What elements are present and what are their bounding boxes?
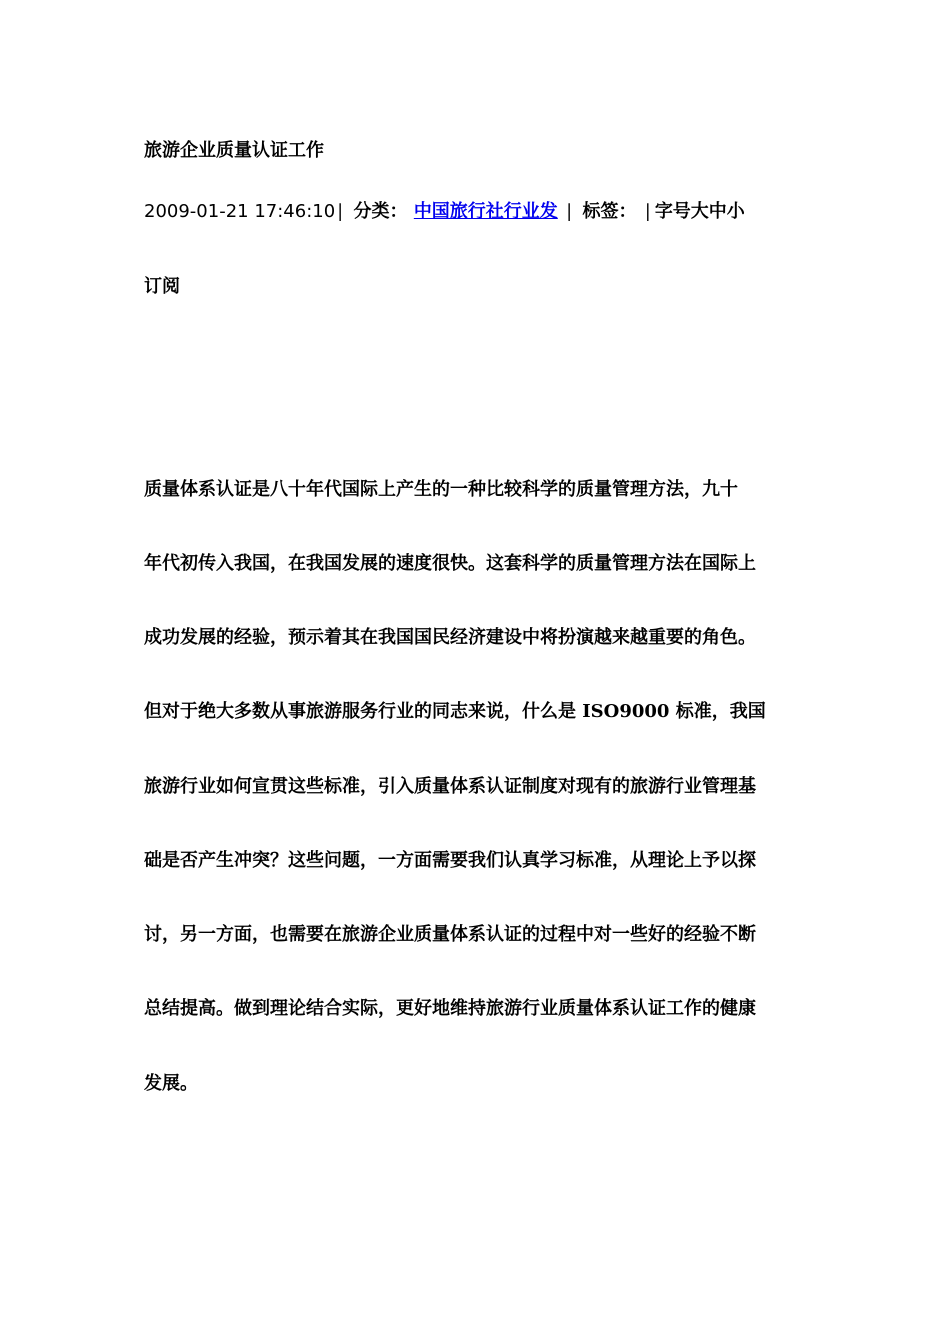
- body-line: 讨，另一方面，也需要在旅游企业质量体系认证的过程中对一些好的经验不断: [144, 924, 756, 945]
- body-line: 总结提高。做到理论结合实际，更好地维持旅游行业质量体系认证工作的健康: [144, 998, 756, 1019]
- body-line: 但对于绝大多数从事旅游服务行业的同志来说，什么是 ISO9000 标准，我国: [144, 701, 766, 722]
- tags-label: 标签：: [582, 201, 637, 222]
- body-line: 成功发展的经验，预示着其在我国国民经济建设中将扮演越来越重要的角色。: [144, 627, 756, 648]
- post-date: 2009-01-21 17:46:10: [144, 201, 336, 222]
- body-line: 年代初传入我国，在我国发展的速度很快。这套科学的质量管理方法在国际上: [144, 553, 756, 574]
- category-link[interactable]: 中国旅行社行业发: [413, 201, 558, 222]
- body-line: 发展。: [144, 1073, 198, 1094]
- body-line: 旅游行业如何宣贯这些标准，引入质量体系认证制度对现有的旅游行业管理基: [144, 776, 756, 797]
- body-line: 础是否产生冲突？这些问题，一方面需要我们认真学习标准，从理论上予以探: [144, 850, 756, 871]
- separator: |: [566, 201, 573, 222]
- article-meta: [144, 199, 745, 225]
- separator: |: [644, 201, 651, 222]
- article-title: 旅游企业质量认证工作: [144, 140, 324, 161]
- font-size-controls[interactable]: 字号大中小: [654, 201, 745, 222]
- body-line: 质量体系认证是八十年代国际上产生的一种比较科学的质量管理方法，九十: [144, 479, 738, 500]
- separator: |: [337, 201, 344, 222]
- subscribe-link[interactable]: 订阅: [144, 276, 180, 297]
- category-label: 分类：: [353, 201, 408, 222]
